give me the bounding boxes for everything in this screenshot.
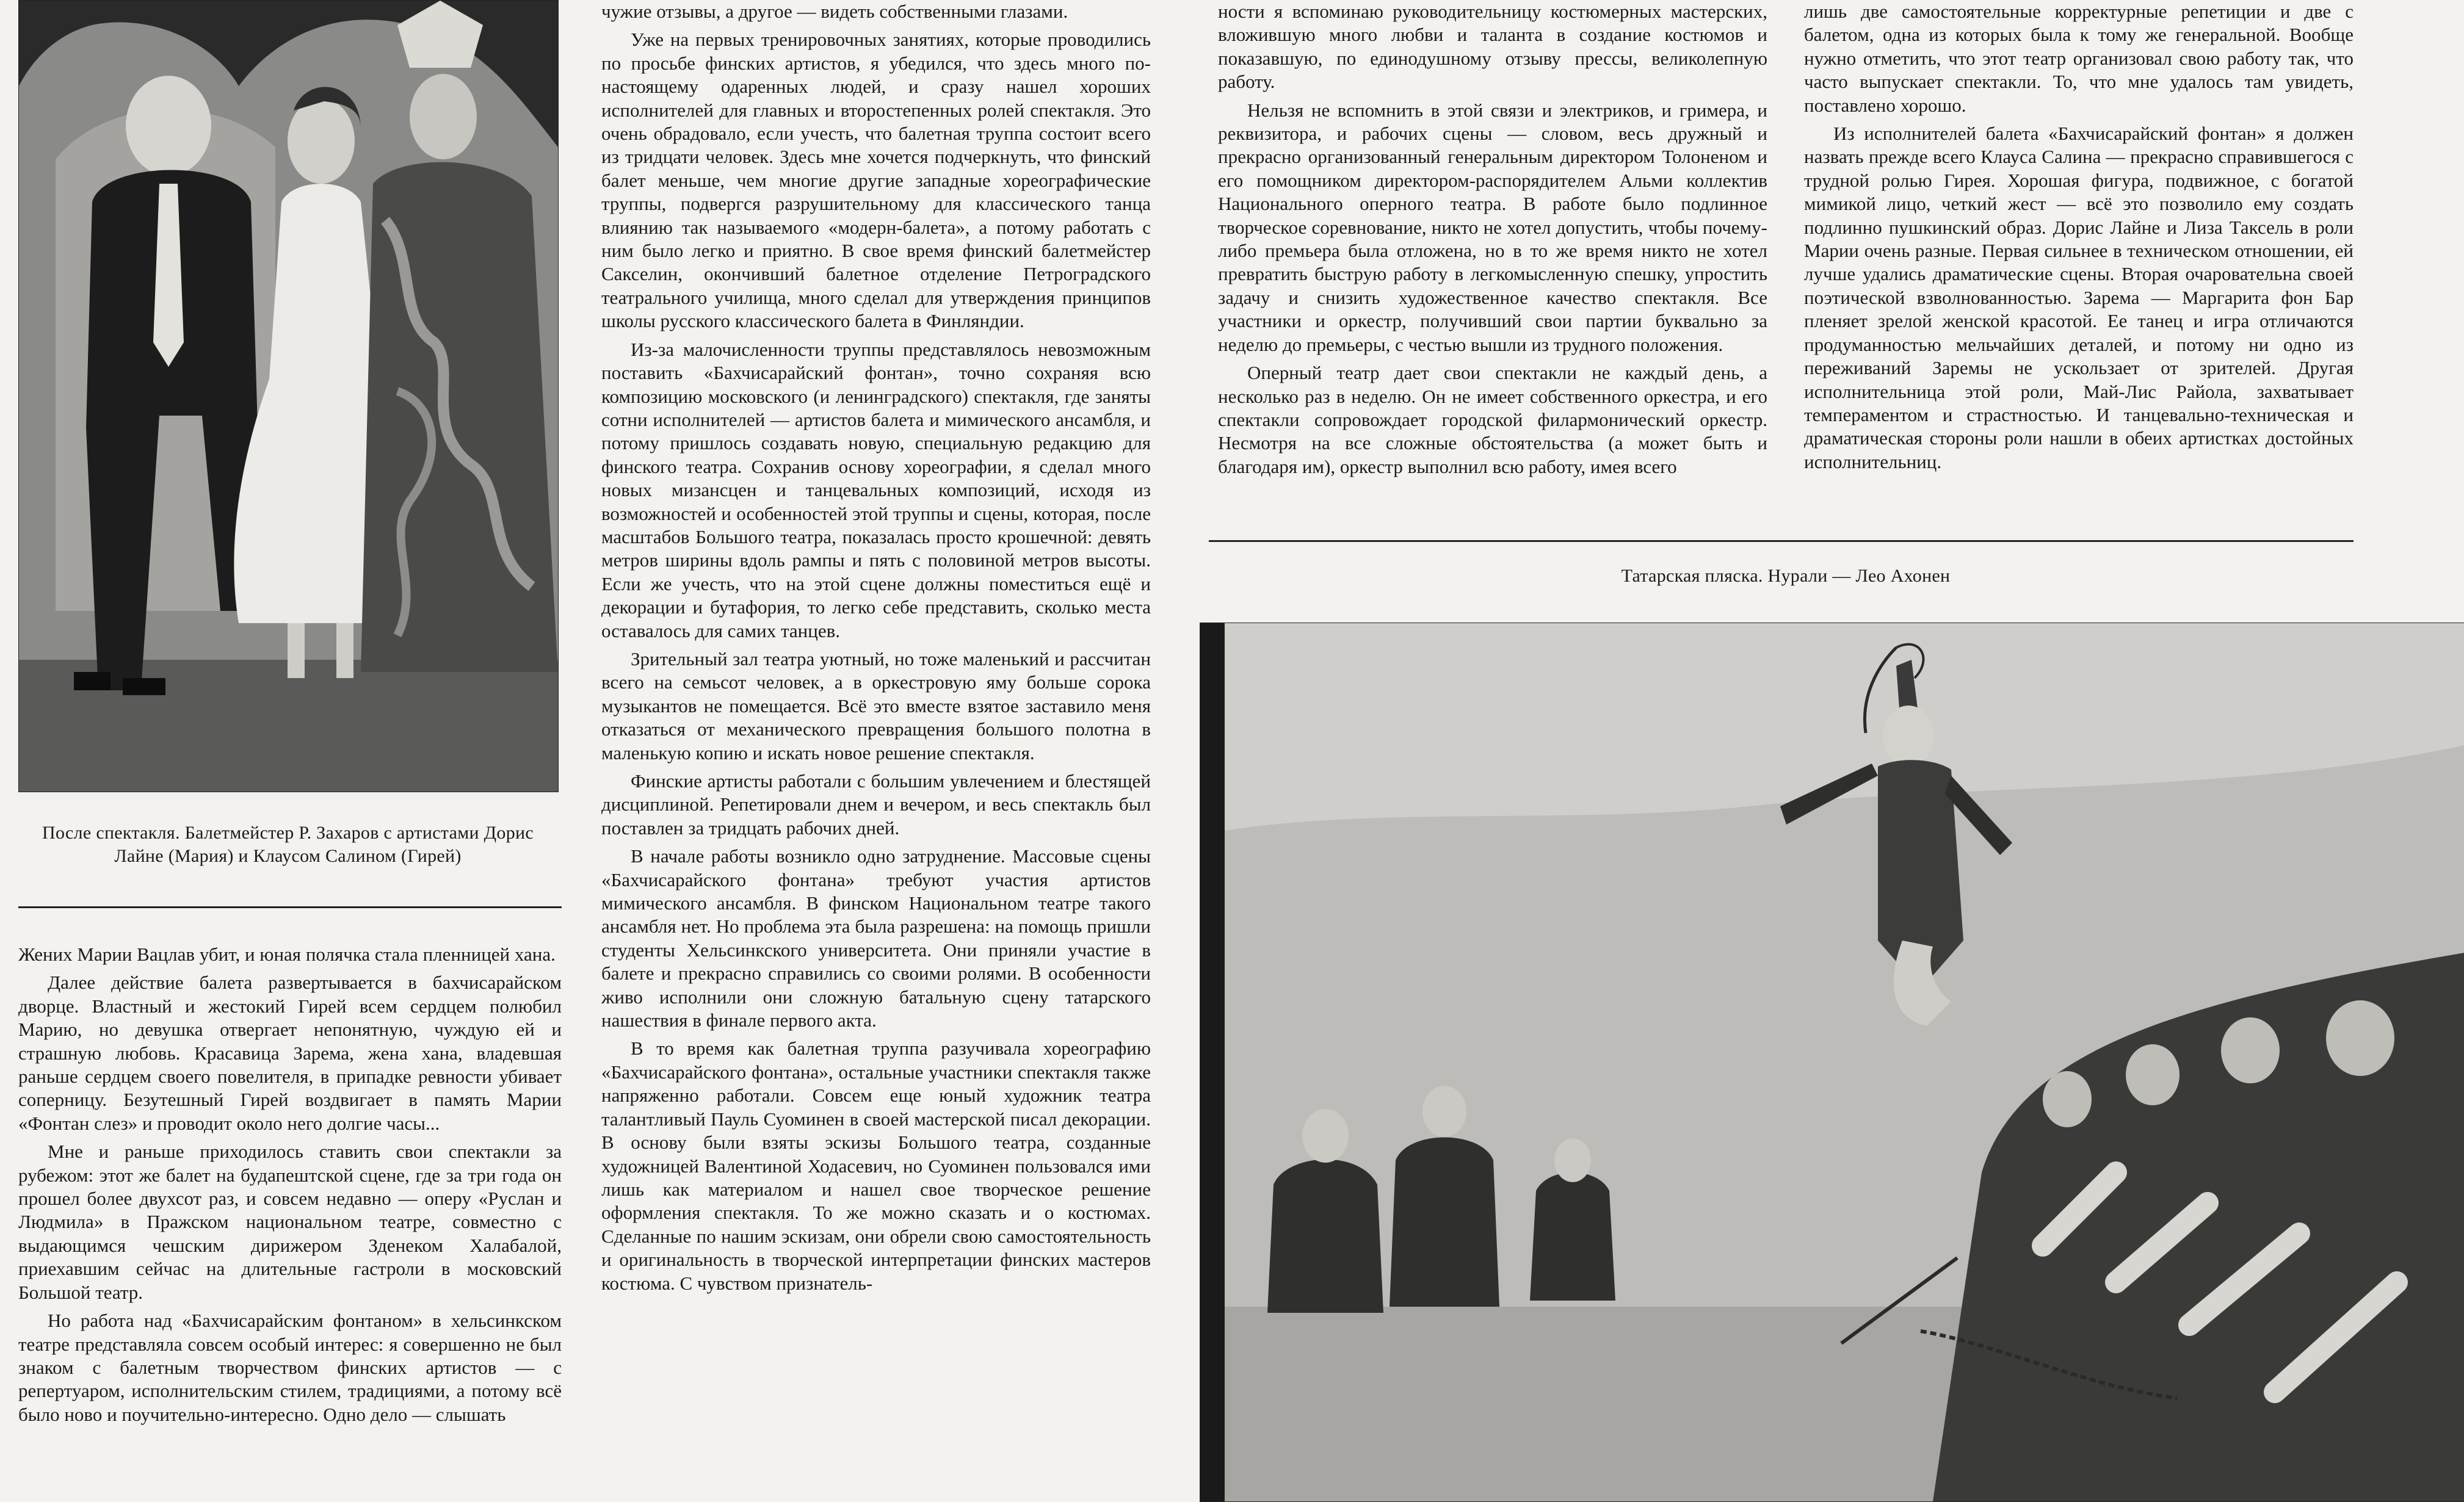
photo-after-performance-caption: После спектакля. Балетмейстер Р. Захаров с артистами Дорис Лайне (Мария) и Клаусом Салином (Гирей) [42,823,534,866]
article-column-2 [601,0,1151,1501]
photo-tatar-dance-caption: Татарская пляска. Нурали — Лео Ахонен [1621,566,1951,586]
photo-after-performance [18,0,559,792]
photo-tatar-dance-image [1200,623,2464,1501]
photo-tatar-dance [1200,623,2464,1502]
col3-paragraph: Оперный театр дает свои спектакли не каждый день, а несколько раз в неделю. Он не имеет собственного оркестра, и его спектакли сопровождает городской филармонический оркестр. Несмотря на все сложные обстоятельства (а может быть и благодаря им), оркестр выполнил всю работу, имея всего [1218,362,1767,477]
article-column-4 [1804,0,2353,531]
col2-paragraph: Зрительный зал театра уютный, но тоже маленький и рассчитан всего на семьсот человек, а в оркестровую яму больше сорока музыкантов не помещается. Всё это вместе взятое заставило меня отказаться от механического превращения большого полотна в маленькую копию и искать новое решение спектакля. [601,648,1151,764]
col2-paragraph: чужие отзывы, а другое — видеть собственными глазами. [601,1,1068,22]
col1-paragraph: Жених Марии Вацлав убит, и юная полячка стала пленницей хана. [18,944,556,965]
col1-paragraph: Далее действие балета развертывается в бахчисарайском дворце. Властный и жестокий Гирей всем сердцем полюбил Марию, но девушка отвергает непонятную, чуждую ей и страшную любовь. Красавица Зарема, жена хана, владевшая раньше сердцем своего повелителя, в припадке ревности убивает соперницу. Безутешный Гирей воздвигает в память Марии «Фонтан слез» и проводит около него долгие часы... [18,972,562,1134]
article-column-1 [18,943,562,1501]
text-divider-right [1209,540,2353,542]
caption-divider-left [18,906,562,908]
col1-paragraph: Но работа над «Бахчисарайским фонтаном» в хельсинкском театре представляла совсем особый интерес: я совершенно не был знаком с балетным творчеством финских артистов — с репертуаром, исполнительским стилем, традициями, а потому всё было ново и поучительно-интересно. Одно дело — слышать [18,1310,562,1425]
col3-paragraph: Нельзя не вспомнить в этой связи и электриков, и гримера, и реквизитора, и рабочих сцены — словом, весь дружный и прекрасно организованный генеральным директором Толоненом и его помощником директором-распорядителем Альми коллектив Национального оперного театра. В работе было подлинное творческое соревнование, никто не хотел допустить, чтобы почему-либо премьера была отложена, но в то же время никто не хотел превратить быструю работу в легкомысленную спешку, упростить задачу и снизить художественное качество спектакля. Все участники и оркестр, получивший свои партии буквально за неделю до премьеры, с честью вышли из трудного положения. [1218,99,1767,355]
col3-paragraph: ности я вспоминаю руководительницу костюмерных мастерских, вложившую много любви и таланта в создание костюмов и показавшую, по единодушному отзыву прессы, великолепную работу. [1218,1,1767,93]
col1-paragraph: Мне и раньше приходилось ставить свои спектакли за рубежом: этот же балет на будапештской сцене, где за три года он прошел более двухсот раз, и совсем недавно — оперу «Руслан и Людмила» в Пражском национальном театре, совместно с выдающимся чешским дирижером Зденеком Халабалой, приехавшим сейчас на длительные гастроли в московский Большой театр. [18,1141,562,1303]
col2-paragraph: В то время как балетная труппа разучивала хореографию «Бахчисарайского фонтана», остальные участники спектакля также напряженно работали. Совсем еще юный художник театра талантливый Пауль Суоминен в своей мастерской писал декорации. В основу были взяты эскизы Большого театра, созданные художницей Валентиной Ходасевич, но Суоминен пользовался ими лишь как материалом и нашел свое творческое решение оформления спектакля. То же можно сказать и о костюмах. Сделанные по нашим эскизам, они обрели свою самостоятельность и оригинальность в творческой интерпретации финских мастеров костюма. С чувством признатель- [601,1038,1151,1294]
col4-paragraph: лишь две самостоятельные корректурные репетиции и две с балетом, одна из которых была к тому же генеральной. Вообще нужно отметить, что этот театр организовал свою работу так, что часто выпускает спектакли. То, что мне удалось там увидеть, поставлено хорошо. [1804,1,2353,116]
article-column-3 [1218,0,1767,531]
photo-after-performance-image [19,1,558,792]
col2-paragraph: Уже на первых тренировочных занятиях, которые проводились по просьбе финских артистов, я убедился, что здесь много по-настоящему одаренных людей, и сразу нашел хороших исполнителей для главных и второстепенных ролей спектакля. Это очень обрадовало, если учесть, что балетная труппа состоит всего из тридцати человек. Здесь мне хочется подчеркнуть, что финский балет меньше, чем многие другие западные хореографические труппы, подвергся разрушительному для классического танца влиянию так называемого «модерн-балета», а потому работать с ним было легко и приятно. В свое время финский балетмейстер Сакселин, окончивший балетное отделение Петроградского театрального училища, много сделал для утверждения принципов школы русского классического балета в Финляндии. [601,29,1151,332]
col2-paragraph: В начале работы возникло одно затруднение. Массовые сцены «Бахчисарайского фонтана» требуют участия артистов мимического ансамбля. В финском Национальном театре такого ансамбля нет. Но проблема эта была разрешена: на помощь пришли студенты Хельсинкского университета. Они приняли участие в балете и прекрасно справились со своими ролями. В особенности живо исполнили они сложную батальную сцену татарского нашествия в финале первого акта. [601,845,1151,1031]
col2-paragraph: Финские артисты работали с большим увлечением и блестящей дисциплиной. Репетировали днем и вечером, и весь спектакль был поставлен за тридцать рабочих дней. [601,770,1151,839]
col4-paragraph: Из исполнителей балета «Бахчисарайский фонтан» я должен назвать прежде всего Клауса Салина — прекрасно справившегося с трудной ролью Гирея. Хорошая фигура, подвижное, с богатой мимикой лицо, четкий жест — всё это позволило ему создать подлинно пушкинский образ. Дорис Лайне и Лиза Таксель в роли Марии очень разные. Первая сильнее в техническом отношении, ей лучше удались драматические сцены. Вторая очаровательна своей поэтической взволнованностью. Зарема — Маргарита фон Бар пленяет зрелой женской красотой. Ее танец и игра отличаются продуманностью мельчайших деталей, и потому ни одно из переживаний Заремы не ускользает от зрителей. Другая исполнительница этой роли, Май-Лис Райола, захватывает темпераментом и страстностью. И танцевально-техническая и драматическая стороны роли нашли в обеих артистках достойных исполнительниц. [1804,123,2353,472]
col2-paragraph: Из-за малочисленности труппы представлялось невозможным поставить «Бахчисарайский фонтан», точно сохраняя всю композицию московского (и ленинградского) спектакля, где заняты сотни исполнителей — артистов балета и мимического ансамбля, и потому пришлось создавать новую, специальную редакцию для финского театра. Сохранив основу хореографии, я сделал много новых мизансцен и танцевальных композиций, исходя из возможностей и особенностей этой труппы и сцены, которая, после масштабов Большого театра, показалась просто крошечной: девять метров ширины вдоль рампы и пять с половиной метров высоты. Если же учесть, что на этой сцене должны поместиться ещё и декорации и бутафория, то легко себе представить, сколько места оставалось для самих танцев. [601,338,1151,641]
